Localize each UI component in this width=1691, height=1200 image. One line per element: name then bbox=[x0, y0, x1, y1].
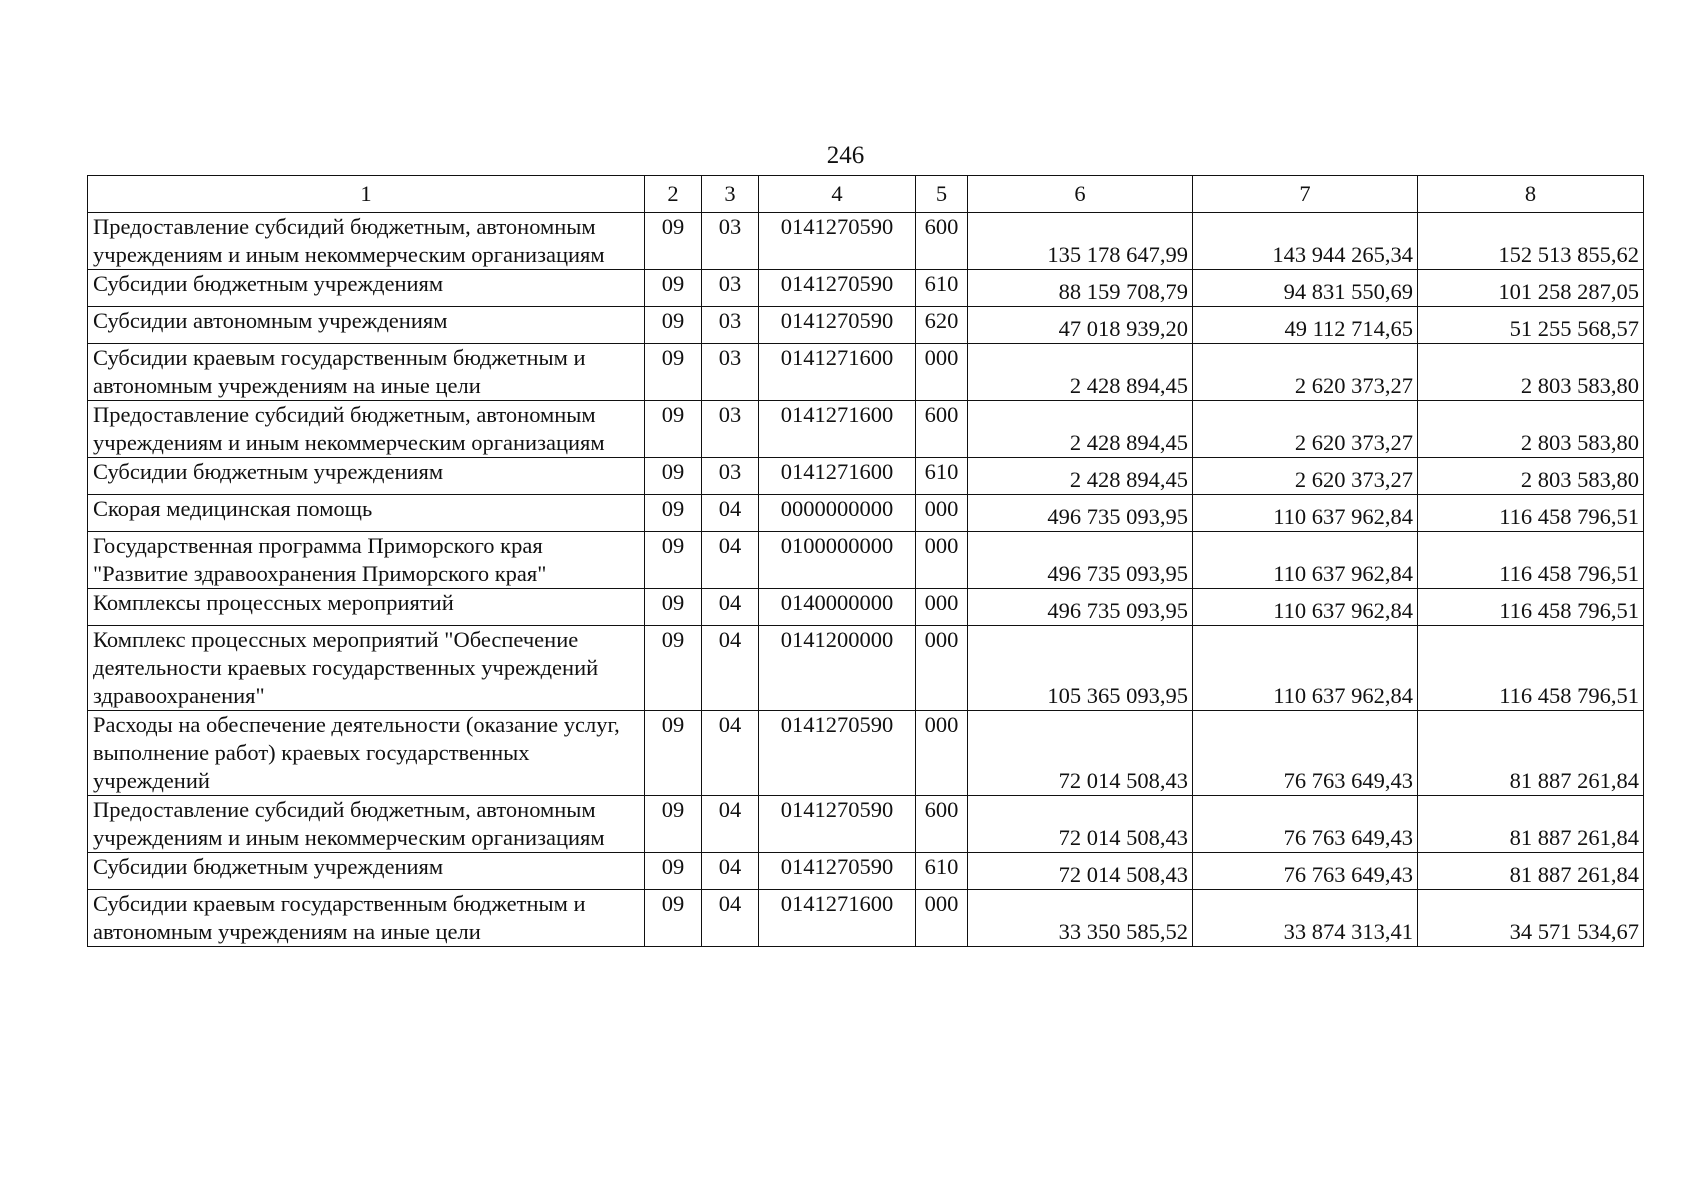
table-row bbox=[88, 213, 1644, 270]
amount-col-6-cell: 105 365 093,95 bbox=[968, 626, 1193, 711]
subsection-code-cell: 04 bbox=[702, 853, 759, 890]
amount-col-7-cell: 94 831 550,69 bbox=[1193, 270, 1418, 307]
table-row bbox=[88, 270, 1644, 307]
item-name-cell: Субсидии бюджетным учреждениям bbox=[88, 853, 645, 890]
section-code-cell: 09 bbox=[645, 853, 702, 890]
amount-col-8-cell: 2 803 583,80 bbox=[1418, 401, 1644, 458]
section-code-cell: 09 bbox=[645, 711, 702, 796]
item-name-cell: Государственная программа Приморского края "Развитие здравоохранения Приморского края" bbox=[88, 532, 645, 589]
expense-type-code-cell: 610 bbox=[916, 270, 968, 307]
subsection-code-cell: 03 bbox=[702, 344, 759, 401]
expense-type-code-cell: 000 bbox=[916, 626, 968, 711]
amount-col-6-cell: 135 178 647,99 bbox=[968, 213, 1193, 270]
subsection-code-cell: 03 bbox=[702, 307, 759, 344]
item-name-cell: Предоставление субсидий бюджетным, автономным учреждениям и иным некоммерческим организациям bbox=[88, 796, 645, 853]
amount-col-8-cell: 81 887 261,84 bbox=[1418, 796, 1644, 853]
amount-col-7-cell: 110 637 962,84 bbox=[1193, 589, 1418, 626]
amount-col-6-cell: 72 014 508,43 bbox=[968, 853, 1193, 890]
section-code-cell: 09 bbox=[645, 344, 702, 401]
expense-type-code-cell: 000 bbox=[916, 344, 968, 401]
subsection-code-cell: 04 bbox=[702, 796, 759, 853]
target-article-code-cell: 0141271600 bbox=[759, 401, 916, 458]
subsection-code-cell: 03 bbox=[702, 458, 759, 495]
subsection-code-cell: 04 bbox=[702, 890, 759, 947]
item-name-cell: Предоставление субсидий бюджетным, автономным учреждениям и иным некоммерческим организациям bbox=[88, 401, 645, 458]
amount-col-6-cell: 2 428 894,45 bbox=[968, 344, 1193, 401]
subsection-code-cell: 03 bbox=[702, 401, 759, 458]
amount-col-7-cell: 2 620 373,27 bbox=[1193, 344, 1418, 401]
section-code-cell: 09 bbox=[645, 626, 702, 711]
column-header-2: 2 bbox=[645, 176, 702, 213]
subsection-code-cell: 04 bbox=[702, 495, 759, 532]
expense-type-code-cell: 610 bbox=[916, 458, 968, 495]
subsection-code-cell: 04 bbox=[702, 532, 759, 589]
expense-type-code-cell: 000 bbox=[916, 495, 968, 532]
target-article-code-cell: 0141270590 bbox=[759, 796, 916, 853]
column-header-3: 3 bbox=[702, 176, 759, 213]
expense-type-code-cell: 620 bbox=[916, 307, 968, 344]
expense-type-code-cell: 000 bbox=[916, 589, 968, 626]
amount-col-6-cell: 72 014 508,43 bbox=[968, 796, 1193, 853]
table-row bbox=[88, 401, 1644, 458]
target-article-code-cell: 0141271600 bbox=[759, 458, 916, 495]
column-header-7: 7 bbox=[1193, 176, 1418, 213]
amount-col-8-cell: 81 887 261,84 bbox=[1418, 711, 1644, 796]
subsection-code-cell: 03 bbox=[702, 213, 759, 270]
column-header-6: 6 bbox=[968, 176, 1193, 213]
target-article-code-cell: 0140000000 bbox=[759, 589, 916, 626]
amount-col-7-cell: 2 620 373,27 bbox=[1193, 458, 1418, 495]
target-article-code-cell: 0141270590 bbox=[759, 307, 916, 344]
target-article-code-cell: 0141271600 bbox=[759, 890, 916, 947]
section-code-cell: 09 bbox=[645, 213, 702, 270]
amount-col-8-cell: 116 458 796,51 bbox=[1418, 495, 1644, 532]
amount-col-8-cell: 101 258 287,05 bbox=[1418, 270, 1644, 307]
section-code-cell: 09 bbox=[645, 495, 702, 532]
section-code-cell: 09 bbox=[645, 401, 702, 458]
amount-col-6-cell: 72 014 508,43 bbox=[968, 711, 1193, 796]
target-article-code-cell: 0141270590 bbox=[759, 853, 916, 890]
page-number: 246 bbox=[826, 142, 865, 169]
table-header bbox=[88, 176, 1644, 213]
amount-col-7-cell: 76 763 649,43 bbox=[1193, 853, 1418, 890]
amount-col-7-cell: 143 944 265,34 bbox=[1193, 213, 1418, 270]
table-row bbox=[88, 307, 1644, 344]
table-row bbox=[88, 344, 1644, 401]
amount-col-7-cell: 33 874 313,41 bbox=[1193, 890, 1418, 947]
amount-col-8-cell: 81 887 261,84 bbox=[1418, 853, 1644, 890]
item-name-cell: Субсидии краевым государственным бюджетным и автономным учреждениям на иные цели bbox=[88, 890, 645, 947]
amount-col-7-cell: 2 620 373,27 bbox=[1193, 401, 1418, 458]
amount-col-8-cell: 2 803 583,80 bbox=[1418, 344, 1644, 401]
amount-col-7-cell: 76 763 649,43 bbox=[1193, 711, 1418, 796]
table-row bbox=[88, 796, 1644, 853]
amount-col-8-cell: 116 458 796,51 bbox=[1418, 626, 1644, 711]
amount-col-7-cell: 110 637 962,84 bbox=[1193, 532, 1418, 589]
amount-col-8-cell: 51 255 568,57 bbox=[1418, 307, 1644, 344]
section-code-cell: 09 bbox=[645, 589, 702, 626]
amount-col-8-cell: 34 571 534,67 bbox=[1418, 890, 1644, 947]
item-name-cell: Скорая медицинская помощь bbox=[88, 495, 645, 532]
table-row bbox=[88, 890, 1644, 947]
amount-col-8-cell: 2 803 583,80 bbox=[1418, 458, 1644, 495]
section-code-cell: 09 bbox=[645, 270, 702, 307]
item-name-cell: Субсидии бюджетным учреждениям bbox=[88, 458, 645, 495]
target-article-code-cell: 0141200000 bbox=[759, 626, 916, 711]
target-article-code-cell: 0141271600 bbox=[759, 344, 916, 401]
subsection-code-cell: 04 bbox=[702, 589, 759, 626]
table-row bbox=[88, 853, 1644, 890]
expense-type-code-cell: 000 bbox=[916, 532, 968, 589]
amount-col-7-cell: 110 637 962,84 bbox=[1193, 626, 1418, 711]
target-article-code-cell: 0100000000 bbox=[759, 532, 916, 589]
amount-col-6-cell: 2 428 894,45 bbox=[968, 458, 1193, 495]
column-header-5: 5 bbox=[916, 176, 968, 213]
table-row bbox=[88, 532, 1644, 589]
expense-type-code-cell: 600 bbox=[916, 796, 968, 853]
amount-col-6-cell: 496 735 093,95 bbox=[968, 495, 1193, 532]
subsection-code-cell: 04 bbox=[702, 711, 759, 796]
table-row bbox=[88, 626, 1644, 711]
expense-type-code-cell: 600 bbox=[916, 213, 968, 270]
column-header-1: 1 bbox=[88, 176, 645, 213]
table-row bbox=[88, 589, 1644, 626]
table-row bbox=[88, 458, 1644, 495]
amount-col-8-cell: 116 458 796,51 bbox=[1418, 532, 1644, 589]
column-header-4: 4 bbox=[759, 176, 916, 213]
target-article-code-cell: 0000000000 bbox=[759, 495, 916, 532]
amount-col-8-cell: 116 458 796,51 bbox=[1418, 589, 1644, 626]
item-name-cell: Субсидии автономным учреждениям bbox=[88, 307, 645, 344]
table-row bbox=[88, 711, 1644, 796]
amount-col-6-cell: 2 428 894,45 bbox=[968, 401, 1193, 458]
section-code-cell: 09 bbox=[645, 458, 702, 495]
item-name-cell: Субсидии краевым государственным бюджетным и автономным учреждениям на иные цели bbox=[88, 344, 645, 401]
budget-table bbox=[87, 175, 1644, 947]
amount-col-7-cell: 49 112 714,65 bbox=[1193, 307, 1418, 344]
item-name-cell: Предоставление субсидий бюджетным, автономным учреждениям и иным некоммерческим организациям bbox=[88, 213, 645, 270]
item-name-cell: Комплексы процессных мероприятий bbox=[88, 589, 645, 626]
amount-col-6-cell: 47 018 939,20 bbox=[968, 307, 1193, 344]
section-code-cell: 09 bbox=[645, 890, 702, 947]
subsection-code-cell: 04 bbox=[702, 626, 759, 711]
column-header-8: 8 bbox=[1418, 176, 1644, 213]
amount-col-6-cell: 33 350 585,52 bbox=[968, 890, 1193, 947]
item-name-cell: Комплекс процессных мероприятий "Обеспечение деятельности краевых государственных учреждений здравоохранения" bbox=[88, 626, 645, 711]
amount-col-8-cell: 152 513 855,62 bbox=[1418, 213, 1644, 270]
expense-type-code-cell: 600 bbox=[916, 401, 968, 458]
item-name-cell: Расходы на обеспечение деятельности (оказание услуг, выполнение работ) краевых государственных учреждений bbox=[88, 711, 645, 796]
section-code-cell: 09 bbox=[645, 307, 702, 344]
header-row bbox=[88, 176, 1644, 213]
expense-type-code-cell: 610 bbox=[916, 853, 968, 890]
item-name-cell: Субсидии бюджетным учреждениям bbox=[88, 270, 645, 307]
section-code-cell: 09 bbox=[645, 796, 702, 853]
target-article-code-cell: 0141270590 bbox=[759, 270, 916, 307]
amount-col-6-cell: 88 159 708,79 bbox=[968, 270, 1193, 307]
expense-type-code-cell: 000 bbox=[916, 890, 968, 947]
expense-type-code-cell: 000 bbox=[916, 711, 968, 796]
subsection-code-cell: 03 bbox=[702, 270, 759, 307]
table-body bbox=[88, 213, 1644, 947]
section-code-cell: 09 bbox=[645, 532, 702, 589]
amount-col-6-cell: 496 735 093,95 bbox=[968, 532, 1193, 589]
target-article-code-cell: 0141270590 bbox=[759, 711, 916, 796]
target-article-code-cell: 0141270590 bbox=[759, 213, 916, 270]
table-row bbox=[88, 495, 1644, 532]
amount-col-6-cell: 496 735 093,95 bbox=[968, 589, 1193, 626]
amount-col-7-cell: 76 763 649,43 bbox=[1193, 796, 1418, 853]
amount-col-7-cell: 110 637 962,84 bbox=[1193, 495, 1418, 532]
